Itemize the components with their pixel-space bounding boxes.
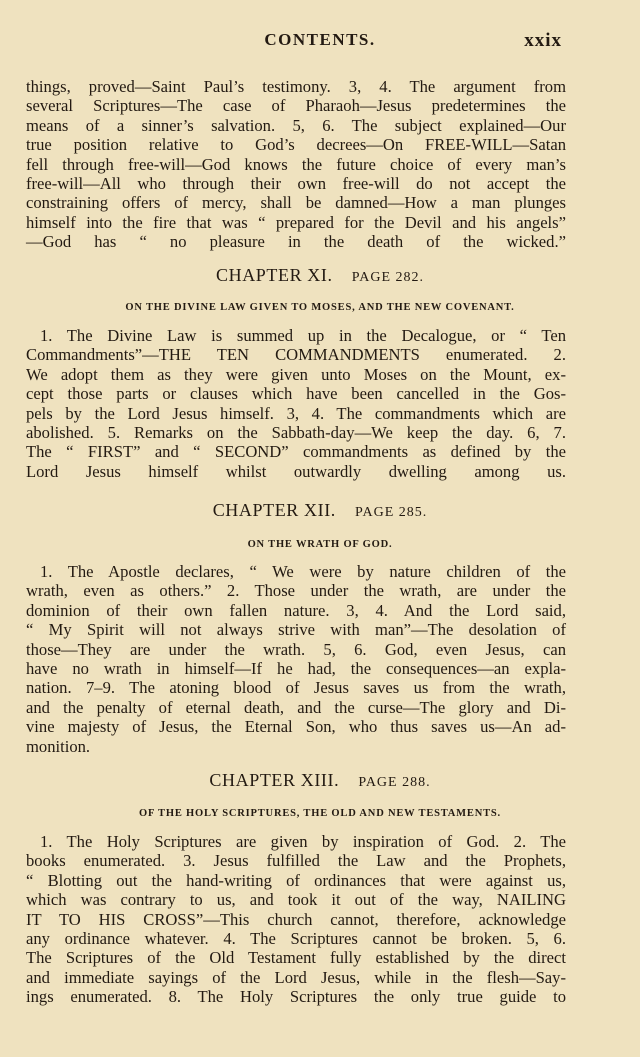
line: The Scriptures of the Old Testament fully established by the direct — [26, 948, 566, 968]
chapter-number: CHAPTER XIII. — [209, 770, 340, 790]
chapter-heading — [0, 500, 640, 521]
line: and immediate sayings of the Lord Jesus, while in the flesh—Say- — [26, 967, 566, 987]
line: —God has “ no pleasure in the death of the wicked.” — [26, 232, 566, 252]
chapter-heading — [0, 770, 640, 791]
running-head — [0, 30, 640, 54]
line: himself into the fire that was “ prepared for the Devil and his angels” — [26, 212, 566, 232]
line: any ordinance whatever. 4. The Scriptures cannot be broken. 5, 6. — [26, 929, 566, 949]
chapter-page-ref: PAGE 288. — [358, 775, 431, 790]
line: 1. The Divine Law is summed up in the Decalogue, or “ Ten — [40, 326, 566, 345]
line: nation. 7–9. The atoning blood of Jesus saves us from the wrath, — [26, 678, 566, 698]
line: pels by the Lord Jesus himself. 3, 4. The commandments which are — [26, 403, 566, 423]
chapter-heading — [0, 265, 640, 286]
line: wrath, even as others.” 2. Those under the wrath, are under the — [26, 581, 566, 601]
chapter-summary — [26, 832, 566, 1007]
chapter-subtitle: ON THE WRATH OF GOD. — [247, 539, 393, 550]
line: monition. — [26, 736, 91, 756]
line: things, proved—Saint Paul’s testimony. 3, 4. The argument from — [26, 77, 566, 96]
line: constraining offers of mercy, shall be damned—How a man plunges — [26, 193, 566, 213]
line: 1. The Holy Scriptures are given by inspiration of God. 2. The — [40, 832, 566, 851]
page-folio: xxix — [524, 30, 562, 51]
line: several Scriptures—The case of Pharaoh—Jesus predetermines the — [26, 96, 566, 116]
line: Commandments”—THE TEN COMMANDMENTS enumerated. 2. — [26, 345, 566, 365]
line: which was contrary to us, and took it out of the way, NAILING — [26, 890, 566, 910]
line: “ My Spirit will not always strive with man”—The desolation of — [26, 620, 566, 640]
line: “ Blotting out the hand-writing of ordinances that were against us, — [26, 870, 566, 890]
line: and the penalty of eternal death, and the curse—The glory and Di- — [26, 697, 566, 717]
line: IT TO HIS CROSS”—This church cannot, therefore, acknowledge — [26, 909, 566, 929]
chapter-subtitle: OF THE HOLY SCRIPTURES, THE OLD AND NEW TESTAMENTS. — [139, 808, 501, 819]
line: abolished. 5. Remarks on the Sabbath-day—We keep the day. 6, 7. — [26, 423, 566, 443]
chapter-summary — [26, 326, 566, 481]
line: dominion of their own fallen nature. 3, 4. And the Lord said, — [26, 600, 566, 620]
line: fell through free-will—God knows the future choice of every man’s — [26, 154, 566, 174]
line: We adopt them as they were given unto Moses on the Mount, ex- — [26, 364, 566, 384]
chapter-subtitle: ON THE DIVINE LAW GIVEN TO MOSES, AND THE NEW COVENANT. — [125, 302, 515, 313]
line: Lord Jesus himself whilst outwardly dwelling among us. — [26, 461, 566, 481]
chapter-number: CHAPTER XI. — [216, 265, 333, 285]
chapter-page-ref: PAGE 282. — [351, 270, 424, 285]
intro-paragraph — [26, 77, 566, 252]
chapter-number: CHAPTER XII. — [212, 500, 336, 520]
line: 1. The Apostle declares, “ We were by nature children of the — [40, 562, 566, 581]
line: The “ FIRST” and “ SECOND” commandments as defined by the — [26, 442, 566, 462]
chapter-summary — [26, 562, 566, 756]
line: vine majesty of Jesus, the Eternal Son, who thus saves us—An ad- — [26, 717, 566, 737]
line: ings enumerated. 8. The Holy Scriptures the only true guide to — [26, 987, 566, 1007]
line: books enumerated. 3. Jesus fulfilled the Law and the Prophets, — [26, 851, 566, 871]
line: means of a sinner’s salvation. 5, 6. The subject explained—Our — [26, 115, 566, 135]
line: cept those parts or clauses which have been cancelled in the Gos- — [26, 384, 566, 404]
running-title: CONTENTS. — [264, 30, 376, 49]
line: have no wrath in himself—If he had, the consequences—an expla- — [26, 659, 566, 679]
chapter-page-ref: PAGE 285. — [355, 505, 428, 520]
line: free-will—All who through their own free-will do not accept the — [26, 174, 566, 194]
line: true position relative to God’s decrees—On FREE-WILL—Satan — [26, 135, 566, 155]
line: those—They are under the wrath. 5, 6. God, even Jesus, can — [26, 639, 566, 659]
